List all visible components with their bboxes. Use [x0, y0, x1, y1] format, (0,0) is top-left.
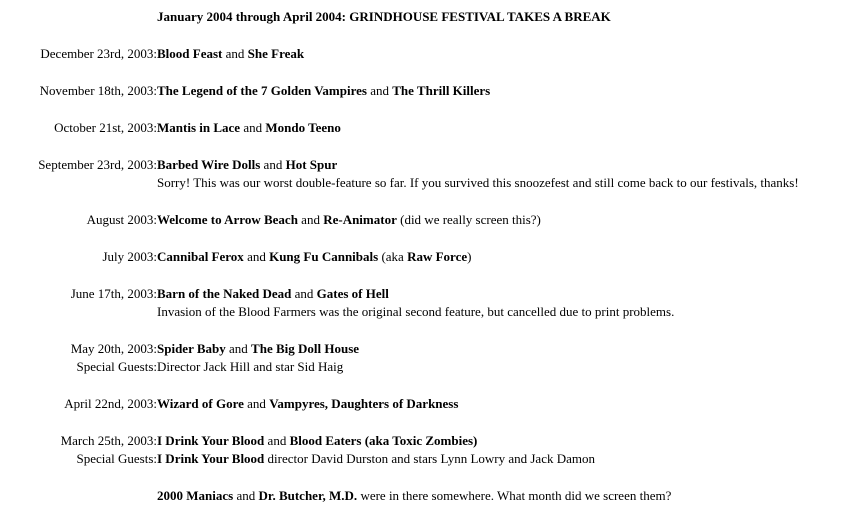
film-title: Gates of Hell	[316, 286, 389, 301]
entry-text: (did we really screen this?)	[396, 212, 541, 227]
screening-list	[0, 45, 842, 505]
screening-entry	[0, 82, 490, 100]
entry-text: (aka	[378, 249, 408, 264]
screening-entry	[0, 340, 359, 376]
entry-main-line	[0, 119, 341, 137]
film-title: The Big Doll House	[251, 341, 360, 356]
entry-note-line	[0, 303, 674, 321]
entry-date-label: August 2003:	[86, 212, 157, 227]
film-title: Wizard of Gore	[157, 396, 244, 411]
screening-entry	[0, 248, 471, 266]
entry-main-line	[0, 432, 595, 450]
entry-text: and	[243, 396, 270, 411]
film-title: Blood Eaters (aka Toxic Zombies)	[289, 433, 478, 448]
entry-content	[157, 82, 490, 100]
entry-main-line	[0, 395, 458, 413]
entry-main-line	[0, 340, 359, 358]
entry-text: and	[264, 433, 290, 448]
entry-main-line	[0, 248, 471, 266]
screening-entry	[0, 211, 541, 229]
film-title: Dr. Butcher, M.D.	[258, 488, 358, 503]
entry-content	[157, 358, 359, 376]
entry-text: )	[467, 249, 472, 264]
entry-text: and	[240, 120, 266, 135]
entry-text: and	[260, 157, 286, 172]
entry-main-line	[0, 487, 671, 505]
entry-label-empty	[0, 174, 157, 192]
entry-label-empty	[0, 303, 157, 321]
film-title: Mantis in Lace	[157, 120, 241, 135]
entry-content	[157, 174, 799, 192]
entry-content	[157, 156, 799, 174]
entry-date-label: May 20th, 2003:	[70, 341, 157, 356]
headline-label	[0, 8, 157, 26]
entry-date-label: March 25th, 2003:	[60, 433, 157, 448]
film-title: Welcome to Arrow Beach	[157, 212, 298, 227]
entry-main-line	[0, 82, 490, 100]
film-title: Vampyres, Daughters of Darkness	[269, 396, 459, 411]
film-title: Raw Force	[407, 249, 468, 264]
screening-entry	[0, 119, 341, 137]
film-title: The Legend of the 7 Golden Vampires	[157, 83, 367, 98]
film-title: I Drink Your Blood	[157, 451, 265, 466]
entry-label-empty	[0, 487, 157, 505]
entry-date-label: October 21st, 2003:	[54, 120, 157, 135]
film-title: Mondo Teeno	[265, 120, 341, 135]
entry-text: and	[243, 249, 270, 264]
entry-content	[157, 45, 304, 63]
entry-text: and	[225, 341, 252, 356]
entry-date-label: July 2003:	[102, 249, 157, 264]
entry-main-line	[0, 156, 799, 174]
entry-date-label: April 22nd, 2003:	[64, 396, 157, 411]
headline-row	[0, 8, 611, 26]
film-title: Cannibal Ferox	[157, 249, 244, 264]
screening-entry	[0, 432, 595, 468]
entry-note-line	[0, 174, 799, 192]
entry-main-line	[0, 285, 674, 303]
entry-date-label: November 18th, 2003:	[39, 83, 157, 98]
film-title: 2000 Maniacs	[157, 488, 234, 503]
entry-text: Sorry! This was our worst double-feature so far. If you survived this snoozefest and still come back to our festivals, thanks!	[157, 175, 799, 190]
screening-entry	[0, 156, 799, 192]
entry-note-line	[0, 358, 359, 376]
entry-date-label: Special Guests:	[76, 451, 157, 466]
entry-note-line	[0, 450, 595, 468]
entry-content	[157, 487, 671, 505]
film-title: Kung Fu Cannibals	[269, 249, 379, 264]
entry-content	[157, 303, 674, 321]
entry-text: and	[291, 286, 317, 301]
entry-text: director David Durston and stars Lynn Lowry and Jack Damon	[264, 451, 595, 466]
film-title: Barbed Wire Dolls	[157, 157, 261, 172]
entry-date-label: June 17th, 2003:	[70, 286, 157, 301]
entry-main-line	[0, 45, 304, 63]
entry-text: and	[222, 46, 248, 61]
screening-entry	[0, 487, 671, 505]
film-title: Spider Baby	[157, 341, 226, 356]
entry-content	[157, 432, 595, 450]
entry-content	[157, 285, 674, 303]
entry-date-label: September 23rd, 2003:	[38, 157, 157, 172]
headline-text	[157, 8, 611, 26]
entry-text: and	[366, 83, 393, 98]
headline-title: January 2004 through April 2004: GRINDHOUSE FESTIVAL TAKES A BREAK	[157, 9, 611, 24]
film-title: The Thrill Killers	[392, 83, 491, 98]
entry-text: and	[297, 212, 324, 227]
film-title: I Drink Your Blood	[157, 433, 265, 448]
screening-entry	[0, 45, 304, 63]
entry-main-line	[0, 211, 541, 229]
entry-text: Director Jack Hill and star Sid Haig	[157, 359, 344, 374]
film-title: Hot Spur	[285, 157, 338, 172]
film-title: She Freak	[247, 46, 305, 61]
entry-content	[157, 211, 541, 229]
entry-text: Invasion of the Blood Farmers was the original second feature, but cancelled due to print problems.	[157, 304, 675, 319]
entry-content	[157, 340, 359, 358]
screening-entry	[0, 395, 458, 413]
entry-text: were in there somewhere. What month did we screen them?	[357, 488, 672, 503]
screening-entry	[0, 285, 674, 321]
film-title: Barn of the Naked Dead	[157, 286, 292, 301]
entry-date-label: Special Guests:	[76, 359, 157, 374]
film-title: Blood Feast	[157, 46, 223, 61]
entry-content	[157, 119, 341, 137]
entry-date-label: December 23rd, 2003:	[40, 46, 157, 61]
entry-content	[157, 248, 471, 266]
entry-text: and	[233, 488, 259, 503]
entry-content	[157, 450, 595, 468]
film-title: Re-Animator	[323, 212, 397, 227]
entry-content	[157, 395, 458, 413]
